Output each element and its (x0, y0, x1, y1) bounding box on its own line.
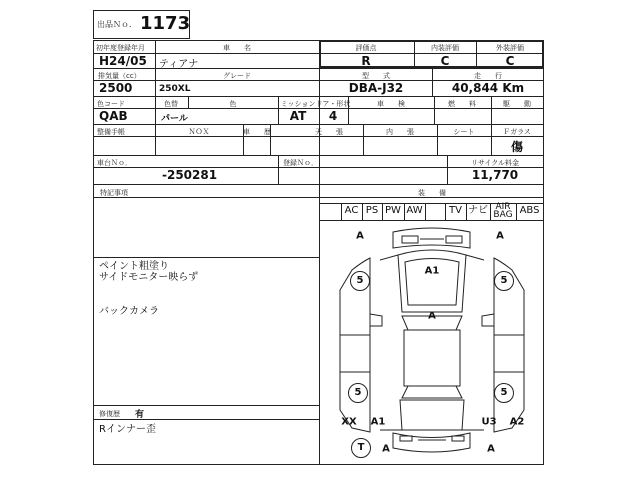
grade-value: 250XL (159, 84, 191, 94)
headliner-label: 天 張 (315, 128, 343, 136)
front-glass-label: Ｆガラス (503, 128, 531, 136)
registration-number-label: 登録Ｎｏ． (283, 159, 318, 167)
equipment-abs: ABS (519, 205, 540, 216)
equipment-aw: AW (406, 205, 423, 216)
mark-trunk: T (351, 438, 371, 458)
front-glass-value: 傷 (510, 140, 524, 154)
chassis-number-label: 車台Ｎｏ． (97, 159, 132, 167)
vline (155, 96, 156, 124)
exterior-grade-label: 外装評価 (496, 44, 524, 52)
mark-rear-left-quarter-a: XX (341, 416, 357, 428)
color-change-label: 色替 (164, 100, 178, 108)
repair-history-label: 修復歴 (99, 410, 120, 418)
recycle-fee-value: 11,770 (471, 168, 519, 182)
grade-label: グレード (223, 72, 251, 80)
note-line: バックカメラ (99, 306, 159, 317)
mark-rear-right-quarter-b: A2 (509, 416, 525, 428)
vline (278, 96, 279, 124)
color-code-label: 色コード (97, 100, 125, 108)
reg-date-label: 初年度登録年月 (96, 44, 145, 52)
vline (155, 40, 156, 96)
mark-rear-right-quarter-a: U3 (481, 416, 497, 428)
fuel-label: 燃 料 (448, 100, 476, 108)
note-line: ペイント粗塗り (99, 261, 169, 272)
lot-number: 1173 (140, 13, 191, 34)
equipment-blank (425, 203, 445, 219)
mark-front-right-tire: 5 (494, 271, 514, 291)
vehicle-history-label: 車 歴 (243, 128, 271, 136)
transmission-value: AT (289, 109, 307, 123)
interior-grade-label: 内装評価 (431, 44, 459, 52)
vline (155, 124, 156, 155)
doors-label: ドア・形状 (315, 100, 351, 108)
vline (491, 96, 492, 124)
car-damage-diagram (319, 220, 544, 465)
vline (476, 40, 477, 68)
notes-section-label: 特記事項 (100, 189, 128, 197)
mark-hood: A1 (424, 265, 440, 277)
vline (278, 155, 279, 184)
equipment-pw: PW (385, 205, 401, 216)
score-value: R (361, 54, 371, 68)
vline (363, 124, 364, 155)
inspection-label: 車 検 (377, 100, 405, 108)
car-name-label: 車 名 (223, 44, 251, 52)
vline (437, 124, 438, 155)
doors-value: 4 (328, 109, 338, 123)
mark-rear-right-tire: 5 (494, 383, 514, 403)
interior-grade-value: C (440, 54, 450, 68)
chassis-number-value: -250281 (162, 168, 218, 182)
color-label: 色 (229, 100, 237, 108)
mark-front-left: A (356, 230, 364, 242)
repair-history-value: 有 (135, 410, 145, 420)
color-value: パール (161, 114, 188, 124)
model-code-label: 型 式 (362, 72, 390, 80)
inner-trim-label: 内 張 (386, 128, 414, 136)
lot-number-label: 出品Ｎｏ． (97, 20, 137, 29)
equipment-ac: AC (344, 205, 359, 216)
seat-label: シート (453, 128, 475, 136)
color-code-value: QAB (99, 109, 128, 123)
mileage-label: 走 行 (474, 72, 502, 80)
transmission-label: ミッション (280, 100, 316, 108)
nox-label: ＮＯＸ (188, 128, 210, 136)
repair-note: Rインナー歪 (99, 424, 156, 435)
equipment-ps: PS (365, 205, 379, 216)
equipment-navi: ナビ (468, 205, 488, 216)
mark-rear-left-quarter-b: A1 (370, 416, 386, 428)
mark-rear-bumper-right: A (487, 443, 495, 455)
car-name-value: ティアナ (159, 59, 199, 70)
mark-front-left-tire: 5 (350, 271, 370, 291)
score-label: 評価点 (355, 44, 377, 52)
vline (432, 68, 433, 96)
displacement-value: 2500 (99, 81, 133, 95)
reg-date-value: H24/05 (99, 54, 147, 68)
mark-rear-left-tire: 5 (348, 383, 368, 403)
mark-roof: A (428, 310, 436, 322)
maintenance-book-label: 整備手帳 (97, 128, 125, 136)
displacement-label: 排気量（cc） (98, 72, 141, 80)
note-line: サイドモニター映らず (99, 272, 199, 283)
recycle-fee-label: リサイクル料金 (470, 159, 520, 167)
mileage-value: 40,844 Km (451, 81, 525, 95)
equipment-section-label: 装 備 (418, 189, 446, 197)
vline (414, 40, 415, 68)
vline (434, 96, 435, 124)
hline (93, 405, 319, 406)
equipment-airbag: AIR BAG (493, 202, 513, 220)
vline (447, 155, 448, 184)
drive-label: 駆 動 (503, 100, 531, 108)
vline (491, 124, 492, 155)
model-code-value: DBA-J32 (348, 81, 404, 95)
vline (188, 96, 189, 108)
mark-rear-bumper-left: A (382, 443, 390, 455)
exterior-grade-value: C (505, 54, 515, 68)
equipment-tv: TV (449, 205, 462, 216)
mark-front-right: A (496, 230, 504, 242)
